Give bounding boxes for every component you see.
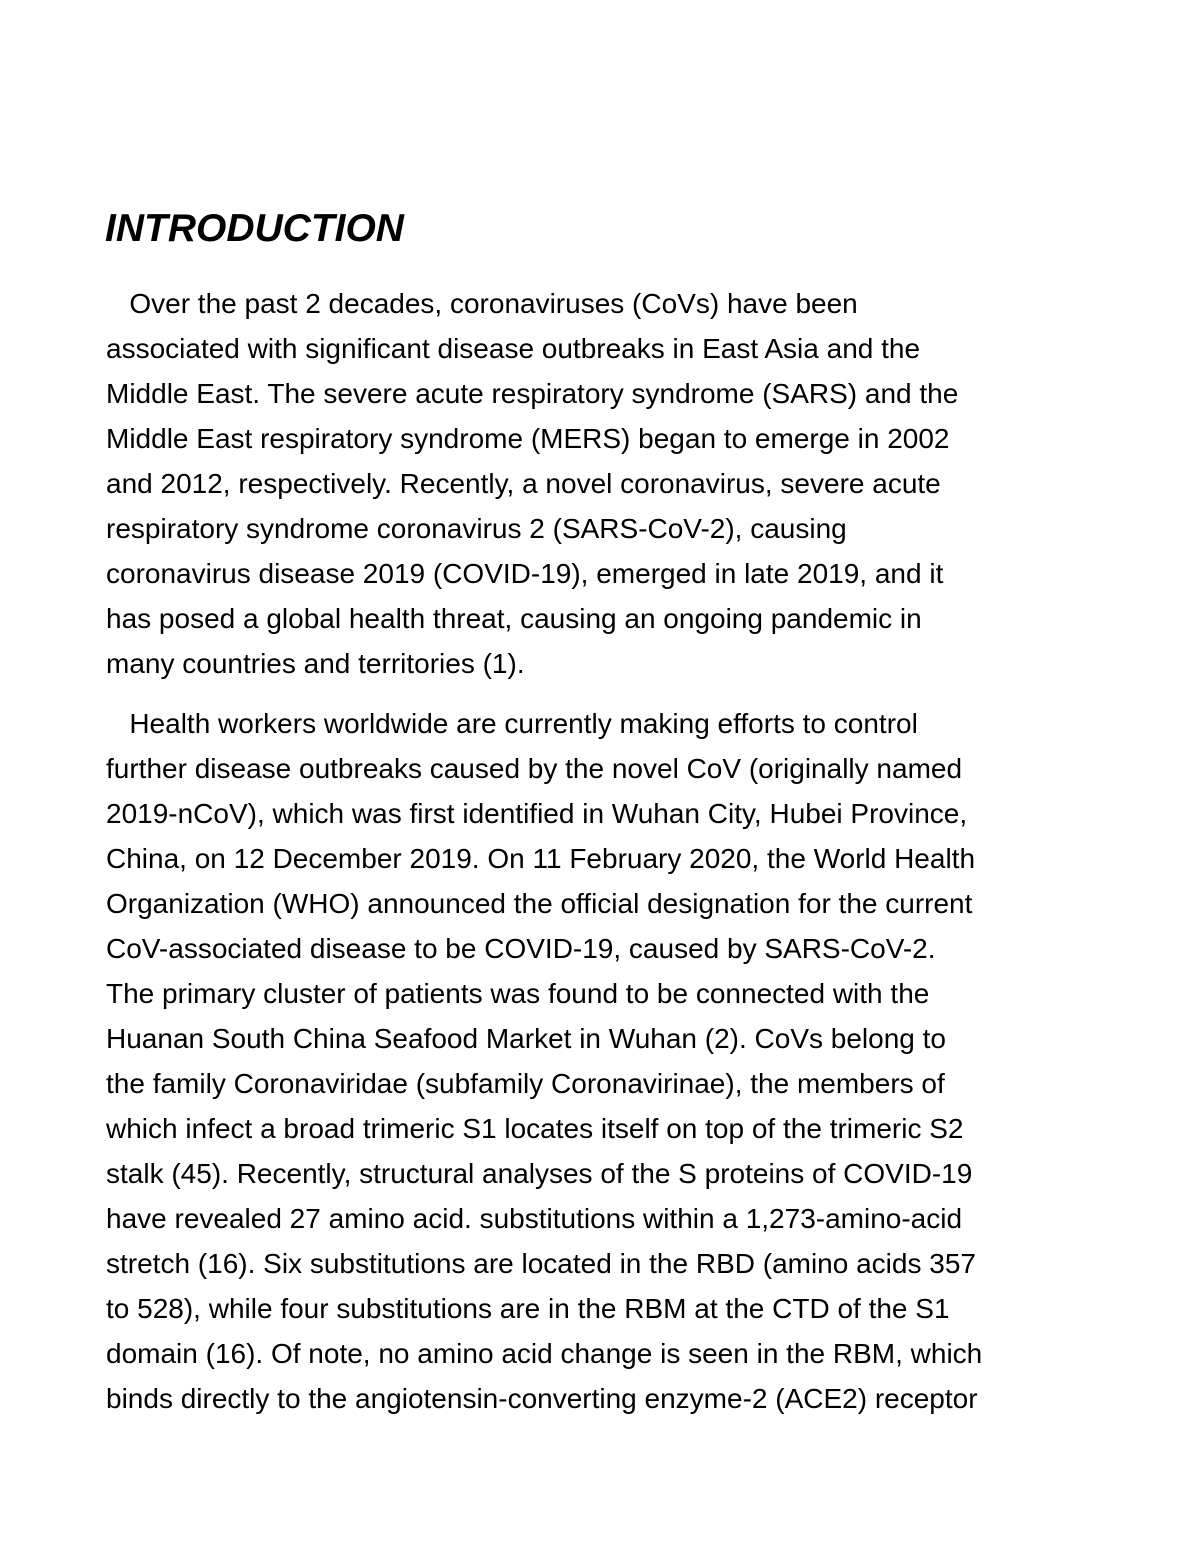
paragraph-line: The primary cluster of patients was found to be connected with the [106,978,930,1009]
paragraph-line: Huanan South China Seafood Market in Wuhan (2). CoVs belong to [106,1023,946,1054]
paragraph-line: which infect a broad trimeric S1 locates itself on top of the trimeric S2 [106,1113,964,1144]
section-heading: INTRODUCTION [105,207,404,250]
paragraph-line: and 2012, respectively. Recently, a novel coronavirus, severe acute [106,468,941,499]
paragraph-line: respiratory syndrome coronavirus 2 (SARS-CoV-2), causing [106,513,847,544]
paragraph-line: further disease outbreaks caused by the novel CoV (originally named [106,753,963,784]
paragraph-line: many countries and territories (1). [106,648,525,679]
paragraph-line: to 528), while four substitutions are in the RBM at the CTD of the S1 [106,1293,950,1324]
paragraph-line: coronavirus disease 2019 (COVID-19), emerged in late 2019, and it [106,558,944,589]
paragraph-line: associated with significant disease outbreaks in East Asia and the [106,333,921,364]
paragraph-line: CoV-associated disease to be COVID-19, caused by SARS-CoV-2. [106,933,936,964]
paragraph-line: Health workers worldwide are currently making efforts to control [106,708,918,739]
paragraph-line: binds directly to the angiotensin-converting enzyme-2 (ACE2) receptor [106,1383,978,1414]
paragraph-line: stretch (16). Six substitutions are located in the RBD (amino acids 357 [106,1248,976,1279]
paragraph-line: has posed a global health threat, causing an ongoing pandemic in [106,603,922,634]
paragraph-line: Organization (WHO) announced the official designation for the current [106,888,973,919]
paragraph-line: stalk (45). Recently, structural analyses of the S proteins of COVID-19 [106,1158,973,1189]
paragraph-line: have revealed 27 amino acid. substitutions within a 1,273-amino-acid [106,1203,963,1234]
paragraph-line: the family Coronaviridae (subfamily Coronavirinae), the members of [106,1068,945,1099]
paragraph-line: domain (16). Of note, no amino acid change is seen in the RBM, which [106,1338,983,1369]
paragraph-line: Middle East respiratory syndrome (MERS) began to emerge in 2002 [106,423,950,454]
paragraph-line: China, on 12 December 2019. On 11 February 2020, the World Health [106,843,976,874]
paragraph-line: Over the past 2 decades, coronaviruses (CoVs) have been [106,288,858,319]
paragraph-2 [106,701,982,1421]
paragraph-line: Middle East. The severe acute respiratory syndrome (SARS) and the [106,378,959,409]
paragraph-line: 2019-nCoV), which was first identified in Wuhan City, Hubei Province, [106,798,968,829]
paragraph-1 [106,281,958,686]
